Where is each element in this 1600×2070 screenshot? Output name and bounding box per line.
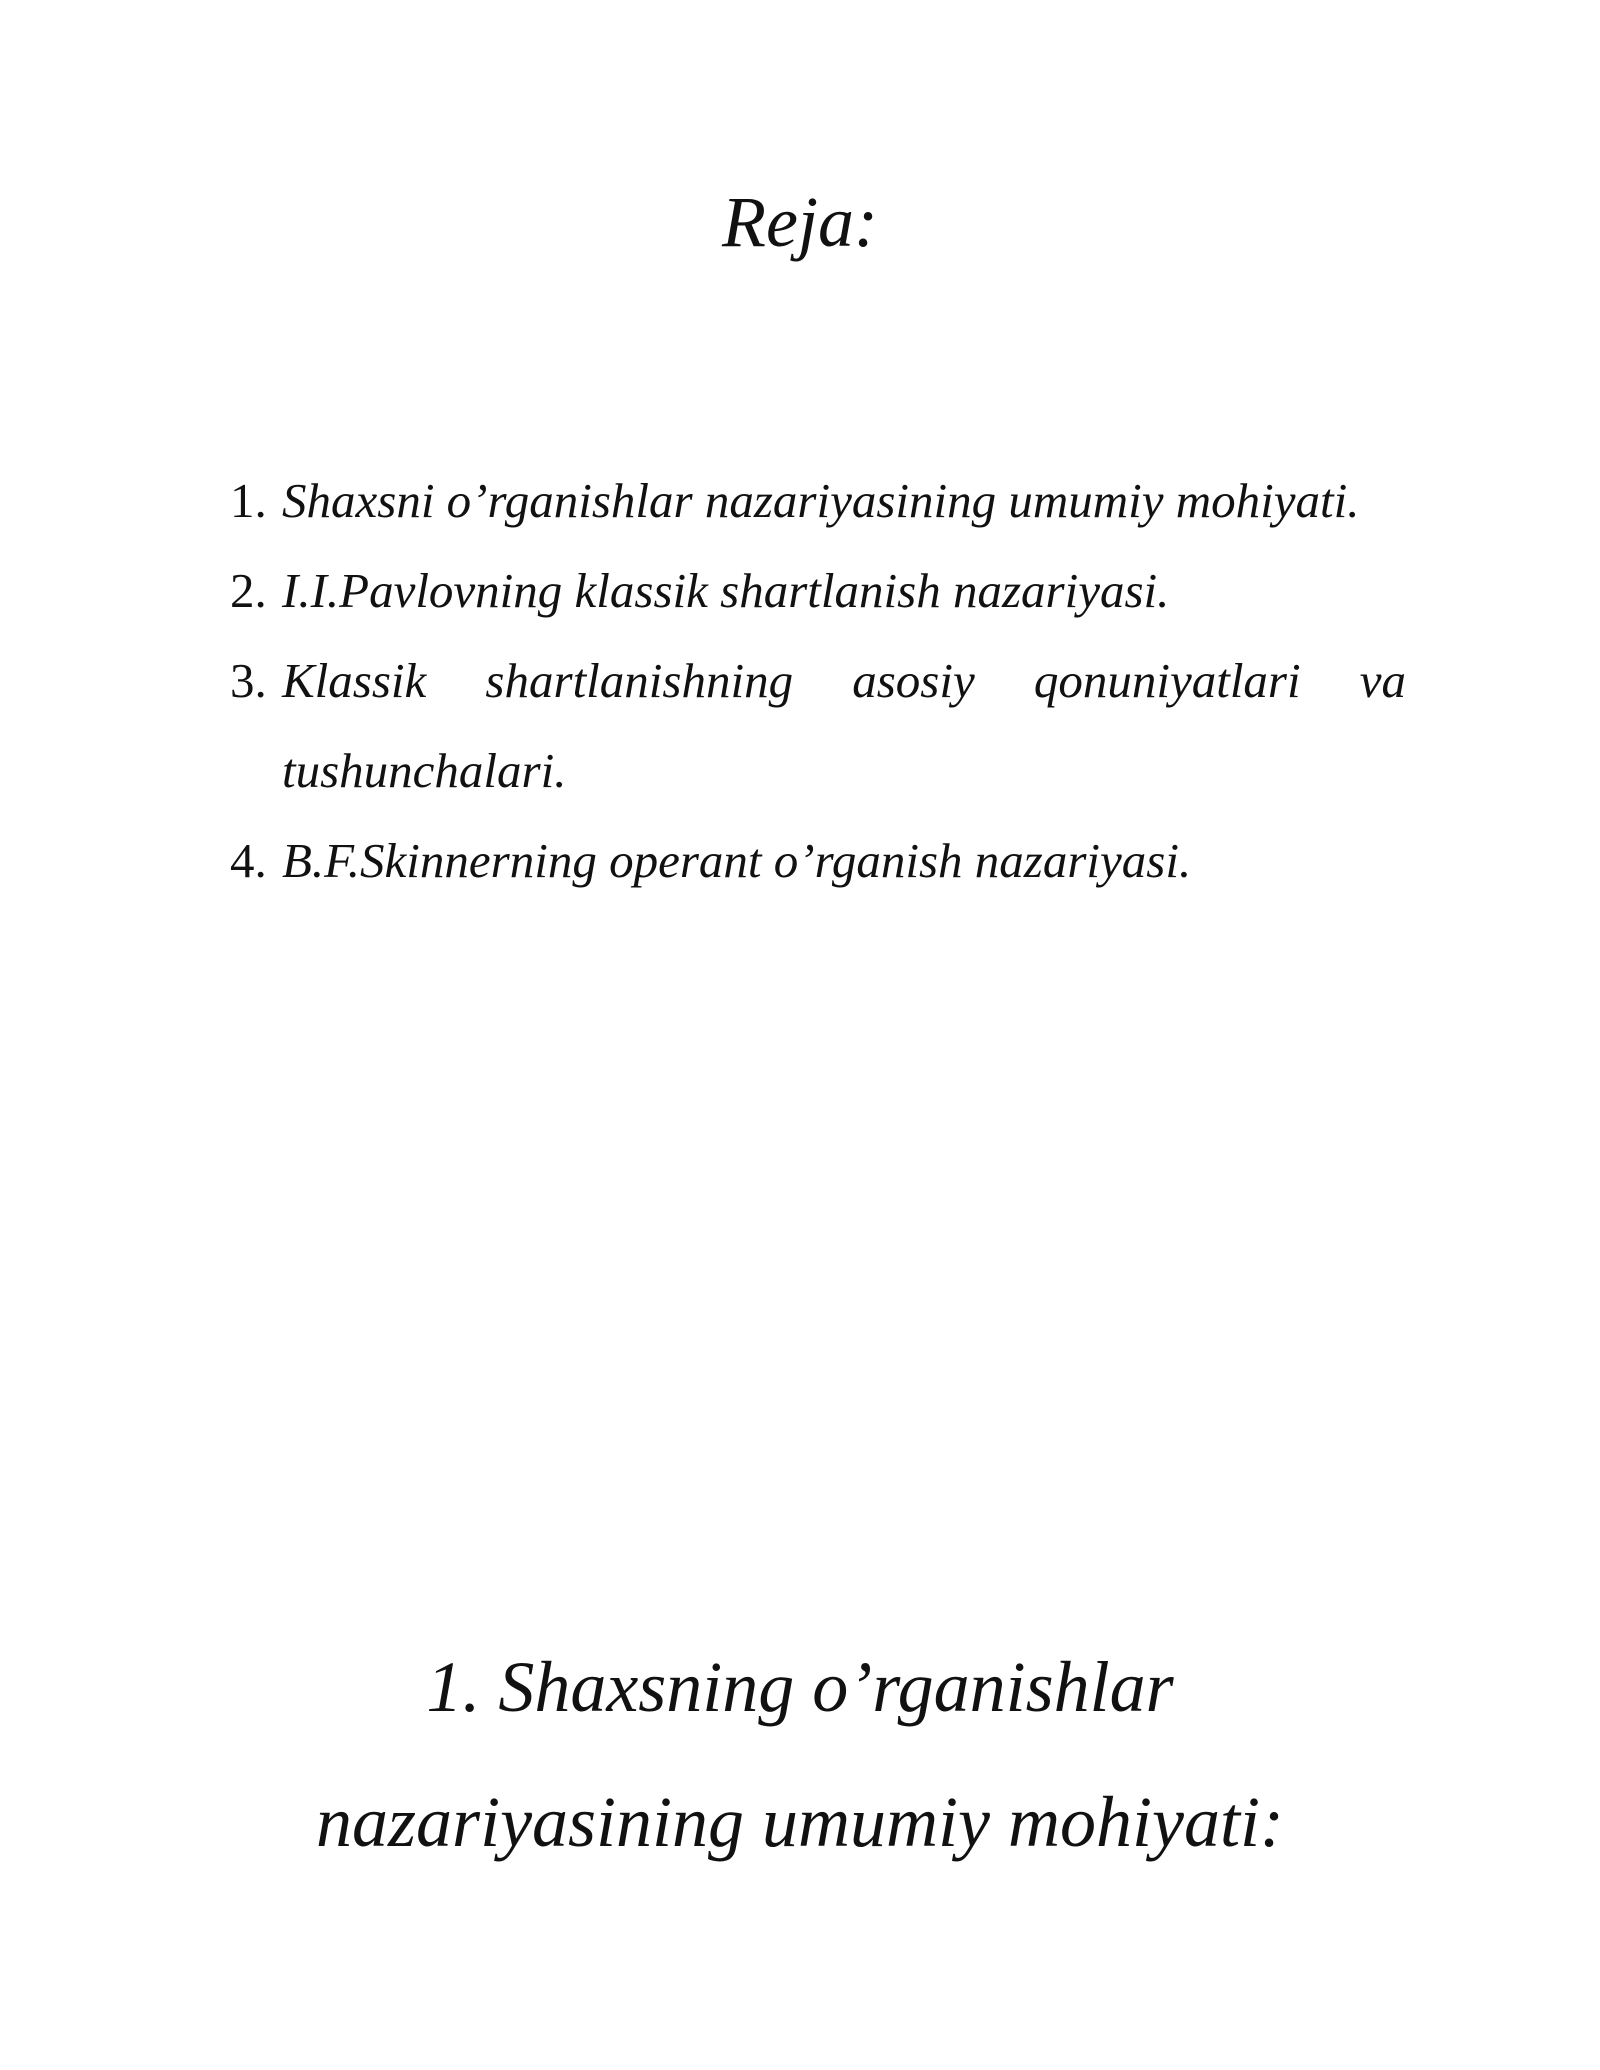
list-item bbox=[230, 636, 1406, 816]
list-item-number: 4. bbox=[230, 833, 267, 888]
section-heading-line: nazariyasining umumiy mohiyati: bbox=[316, 1782, 1284, 1862]
list-item-text: B.F.Skinnerning operant o’rganish nazariyasi. bbox=[282, 833, 1192, 888]
list-item-text: Klassik shartlanishning asosiy qonuniyatlari va tushunchalari. bbox=[282, 653, 1406, 798]
plan-list bbox=[230, 456, 1406, 906]
list-item-number: 2. bbox=[230, 563, 267, 618]
list-item bbox=[230, 546, 1406, 636]
list-item-number: 3. bbox=[230, 653, 267, 708]
section-heading bbox=[0, 1620, 1600, 1890]
list-item bbox=[230, 456, 1406, 546]
section-heading-line: 1. Shaxsning o’rganishlar bbox=[426, 1647, 1174, 1727]
list-item bbox=[230, 816, 1406, 906]
page-title: Reja: bbox=[722, 182, 878, 262]
list-item-number: 1. bbox=[230, 473, 267, 528]
list-item-text: I.I.Pavlovning klassik shartlanish nazariyasi. bbox=[282, 563, 1170, 618]
list-item-text: Shaxsni o’rganishlar nazariyasining umumiy mohiyati. bbox=[282, 473, 1360, 528]
